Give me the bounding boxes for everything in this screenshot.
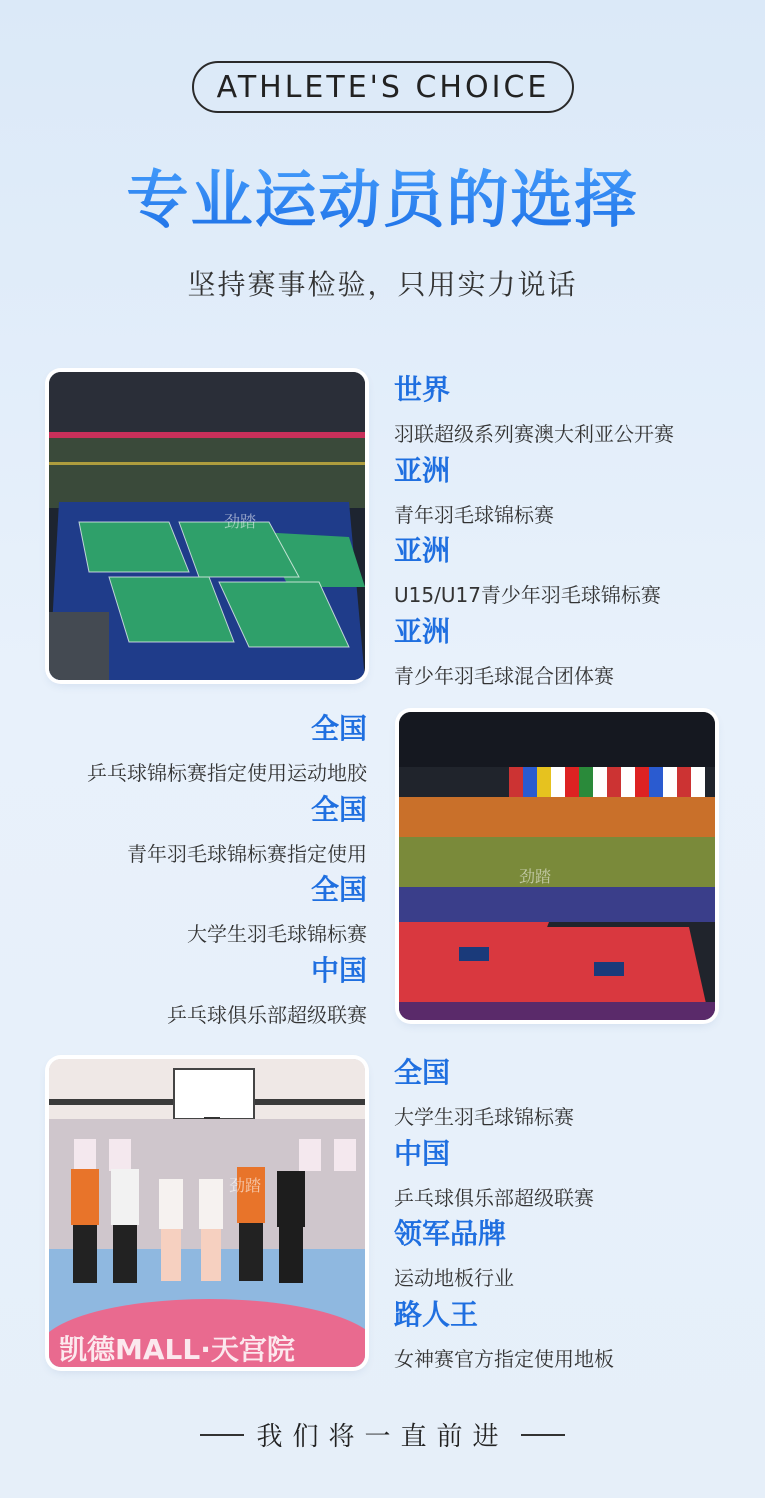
section1-head-4: 亚洲 [394,615,451,648]
section3-desc-4: 女神赛官方指定使用地板 [394,1347,614,1371]
section3-desc-3: 运动地板行业 [394,1266,514,1290]
section2-head-3: 全国 [310,873,367,906]
basketball-mall-photo [49,1059,365,1367]
photo3-banner: 凯德MALL·天宫院 [59,1333,295,1366]
section3-desc-1: 大学生羽毛球锦标赛 [394,1105,574,1129]
section3-head-1: 全国 [394,1056,451,1089]
section2-desc-1: 乒乓球锦标赛指定使用运动地胶 [87,761,367,785]
pill-text: ATHLETE'S CHOICE [216,69,550,105]
page-subtitle: 坚持赛事检验，只用实力说话 [187,268,578,301]
photo2-watermark: 劲踏 [519,867,552,886]
section1-head-2: 亚洲 [394,454,451,487]
badminton-arena-photo [49,372,365,680]
footer-line-left [200,1434,244,1436]
section2-head-1: 全国 [310,712,367,745]
section1-head-1: 世界 [394,373,451,406]
section1-desc-2: 青年羽毛球锦标赛 [394,503,554,527]
section2-desc-3: 大学生羽毛球锦标赛 [187,922,367,946]
section1-desc-4: 青少年羽毛球混合团体赛 [394,664,614,688]
footer-line-right [521,1434,565,1436]
section2-desc-4: 乒乓球俱乐部超级联赛 [167,1003,367,1027]
section3-head-2: 中国 [394,1137,451,1170]
section3-desc-2: 乒乓球俱乐部超级联赛 [394,1186,594,1210]
section3-head-3: 领军品牌 [394,1217,507,1250]
section2-head-4: 中国 [310,954,367,987]
section2-head-2: 全国 [310,793,367,826]
athletes-choice-pill [192,61,574,113]
page-title: 专业运动员的选择 [0,150,765,239]
section3-head-4: 路人王 [394,1298,479,1331]
photo1-watermark: 劲踏 [224,512,257,531]
section1-desc-1: 羽联超级系列赛澳大利亚公开赛 [394,422,674,446]
footer [0,1416,765,1453]
photo3-watermark: 劲踏 [229,1176,262,1195]
section1-desc-3: U15/U17青少年羽毛球锦标赛 [394,583,661,607]
footer-text: 我们将一直前进 [256,1422,509,1452]
table-tennis-arena-photo [399,712,715,1020]
section2-desc-2: 青年羽毛球锦标赛指定使用 [127,842,367,866]
section1-head-3: 亚洲 [394,534,451,567]
